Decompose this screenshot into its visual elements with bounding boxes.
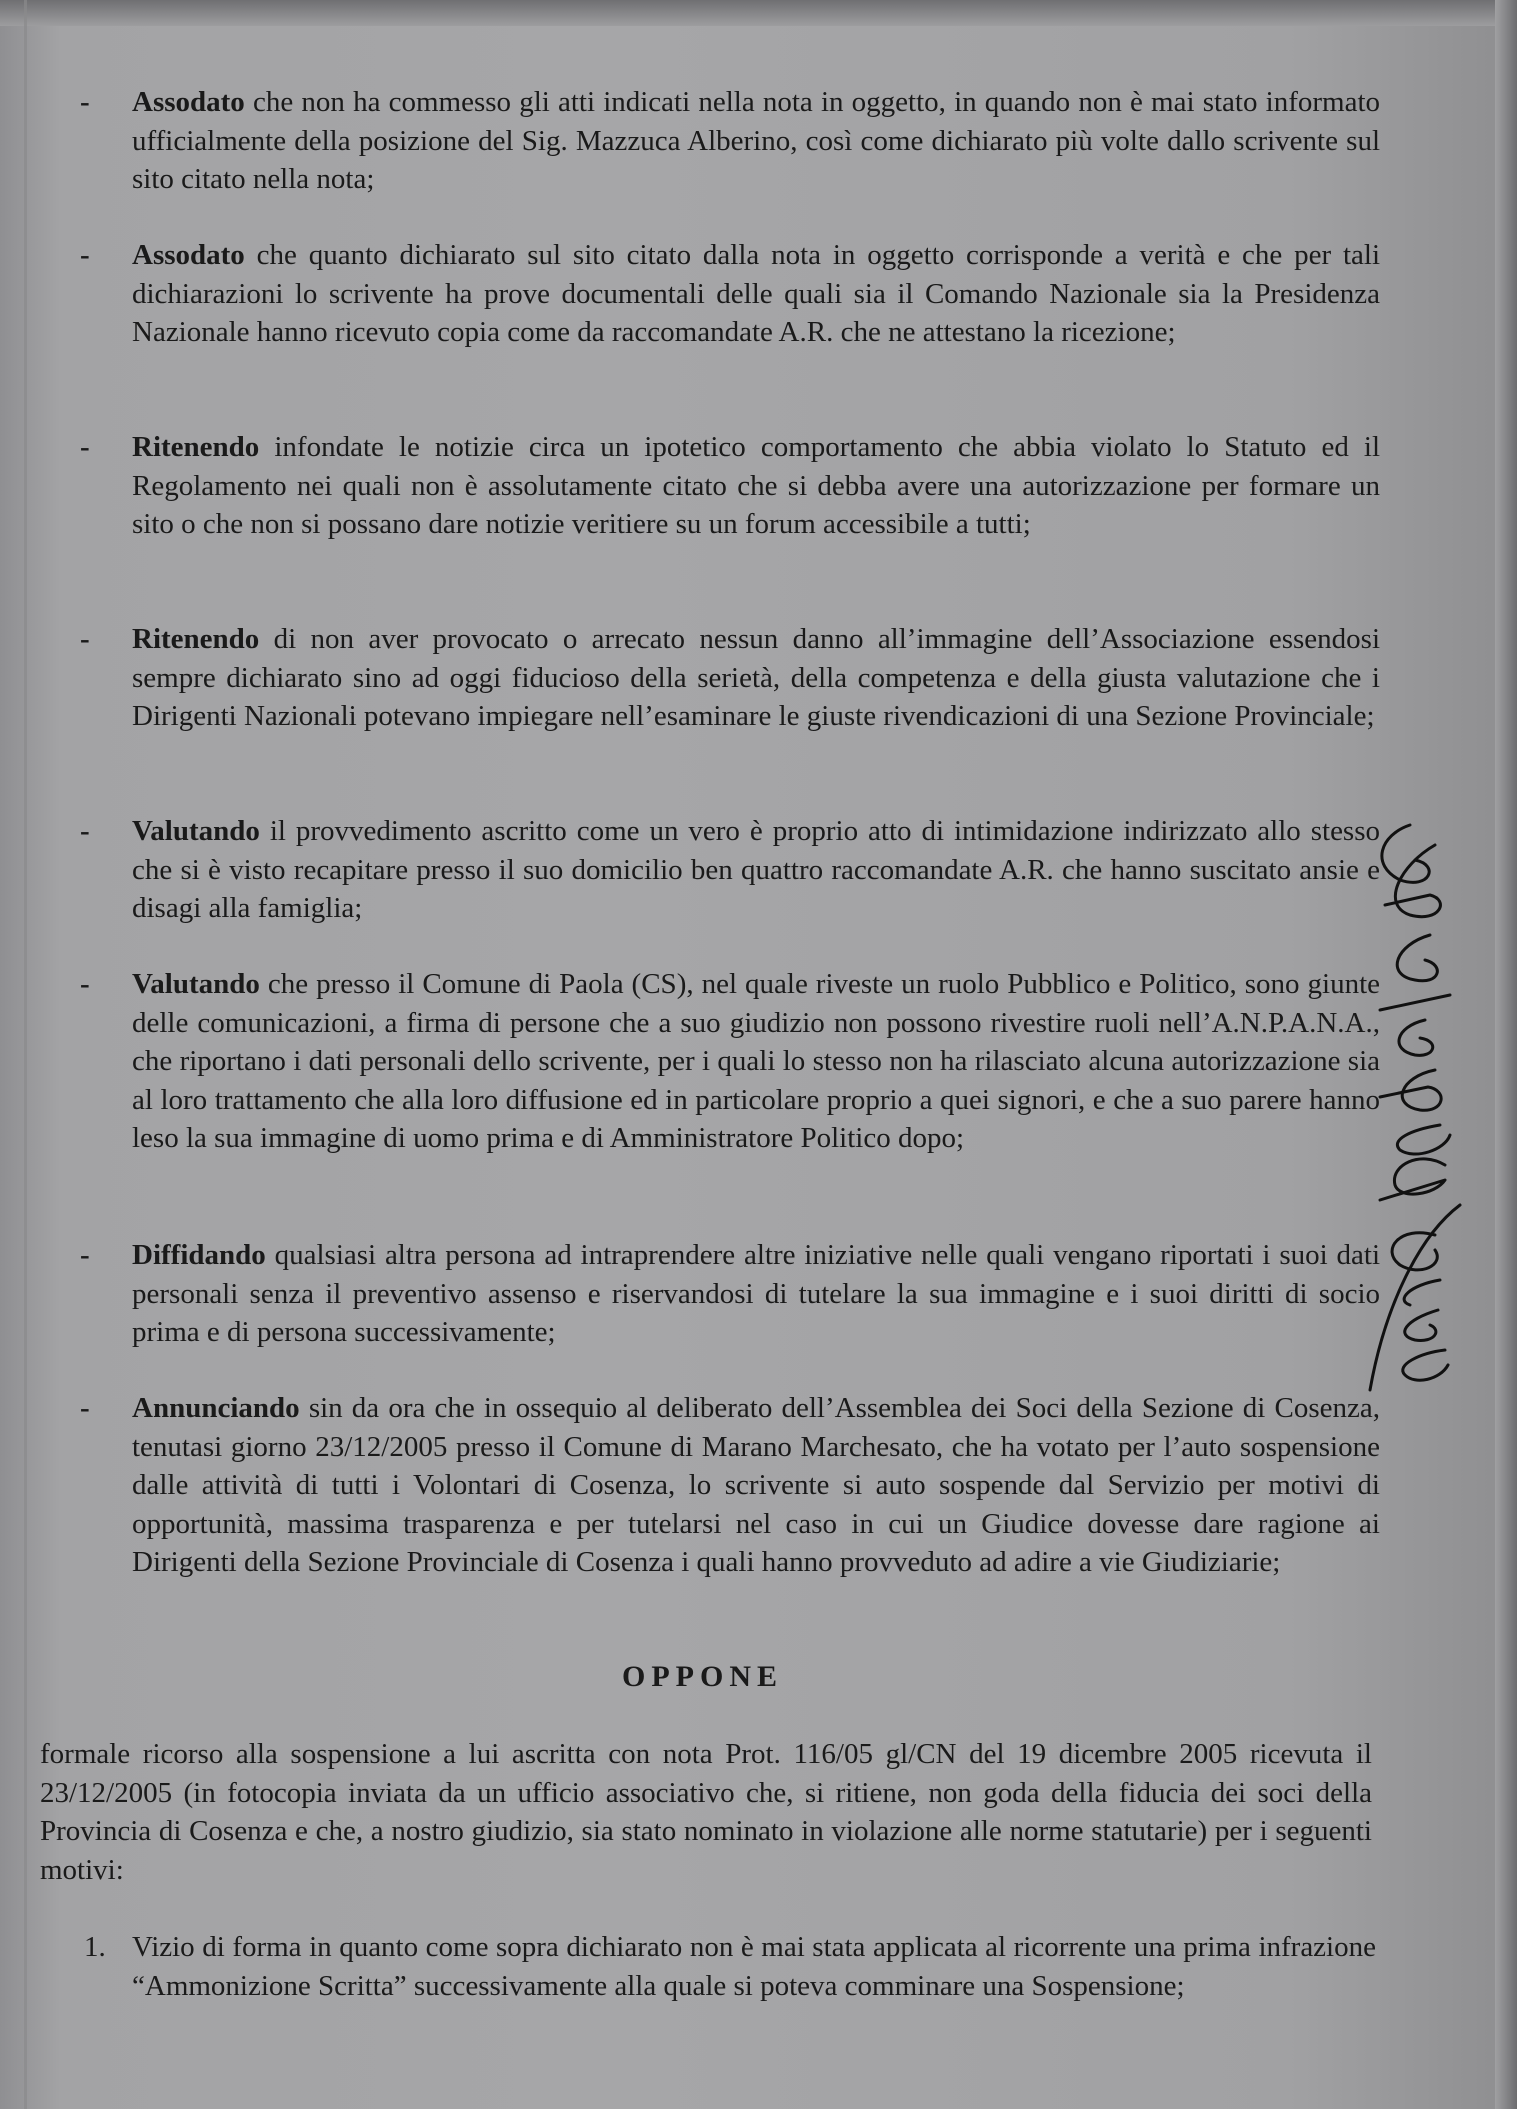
bullet-marker: - xyxy=(80,239,90,271)
bullet-keyword: Diffidando xyxy=(132,1239,266,1271)
bullet-item xyxy=(80,1236,1380,1352)
bullet-marker: - xyxy=(80,623,90,655)
scan-edge-right xyxy=(1495,0,1517,2109)
bullet-item xyxy=(80,236,1380,352)
bullet-text: che presso il Comune di Paola (CS), nel quale riveste un ruolo Pubblico e Politico, sono giunte delle comunicazioni, a firma di persone che a suo giudizio non possono rivestire ruoli nell’A.N.P.A.N.A., che riportano i dati personali dello scrivente, per i quali lo stesso non ha rilasciato alcuna autorizzazione sia al loro trattamento che alla loro diffusione ed in particolare proprio a quei signori, e che a suo parere hanno leso la sua immagine di uomo prima e di Amministratore Politico dopo; xyxy=(132,968,1381,1154)
bullet-text: infondate le notizie circa un ipotetico comportamento che abbia violato lo Statuto ed il Regolamento nei quali non è assolutamente citato che si debba avere una autorizzazione per formare un sito o che non si possano dare notizie veritiere su un forum accessibile a tutti; xyxy=(132,431,1381,540)
bullet-text: qualsiasi altra persona ad intraprendere altre iniziative nelle quali vengano riportati i suoi dati personali senza il preventivo assenso e riservandosi di tutelare la sua immagine e i suoi diritti di socio prima e di persona successivamente; xyxy=(132,1239,1380,1348)
item-text: Vizio di forma in quanto come sopra dichiarato non è mai stata applicata al ricorrente una prima infrazione “Ammonizione Scritta” successivamente alla quale si poteva comminare una Sospensione; xyxy=(132,1931,1376,2002)
bullet-keyword: Valutando xyxy=(132,815,260,847)
bullet-item xyxy=(80,83,1380,199)
body-paragraph: formale ricorso alla sospensione a lui ascritta con nota Prot. 116/05 gl/CN del 19 dicembre 2005 ricevuta il 23/12/2005 (in fotocopia inviata da un ufficio associativo che, si ritiene, non goda della fiducia dei soci della Provincia di Cosenza e che, a nostro giudizio, sia stato nominato in violazione alle norme statutarie) per i seguenti motivi: xyxy=(40,1738,1372,1886)
bullet-item xyxy=(80,812,1380,928)
bullet-text: il provvedimento ascritto come un vero è proprio atto di intimidazione indirizzato allo stesso che si è visto recapitare presso il suo domicilio ben quattro raccomandate A.R. che hanno suscitato ansie e disagi alla famiglia; xyxy=(132,815,1381,924)
bullet-marker: - xyxy=(80,968,90,1000)
bullet-text: sin da ora che in ossequio al deliberato dell’Assemblea dei Soci della Sezione di Cosenza, tenutasi giorno 23/12/2005 presso il Comune di Marano Marchesato, che ha votato per l’auto sospensione dalle attività di tutti i Volontari di Cosenza, lo scrivente si auto sospende dal Servizio per motivi di opportunità, massima trasparenza e per tutelarsi nel caso in cui un Giudice dovesse dare ragione ai Dirigenti della Sezione Provinciale di Cosenza i quali hanno provveduto ad adire a vie Giudiziarie; xyxy=(132,1392,1380,1578)
bullet-keyword: Assodato xyxy=(132,86,245,118)
bullet-marker: - xyxy=(80,431,90,463)
bullet-keyword: Valutando xyxy=(132,968,260,1000)
item-number: 1. xyxy=(84,1931,106,1963)
bullet-marker: - xyxy=(80,815,90,847)
bullet-text: che non ha commesso gli atti indicati nella nota in oggetto, in quando non è mai stato informato ufficialmente della posizione del Sig. Mazzuca Alberino, così come dichiarato più volte dallo scrivente sul sito citato nella nota; xyxy=(132,86,1380,195)
section-heading: OPPONE xyxy=(622,1660,783,1693)
bullet-item xyxy=(80,965,1380,1158)
numbered-item xyxy=(84,1928,1376,2005)
bullet-item xyxy=(80,428,1380,544)
bullet-marker: - xyxy=(80,86,90,118)
bullet-keyword: Assodato xyxy=(132,239,245,271)
scan-fold-line xyxy=(24,0,27,2109)
bullet-item xyxy=(80,620,1380,736)
handwritten-signature xyxy=(1340,805,1480,1395)
bullet-keyword: Ritenendo xyxy=(132,623,260,655)
bullet-keyword: Annunciando xyxy=(132,1392,300,1424)
bullet-text: di non aver provocato o arrecato nessun danno all’immagine dell’Associazione essendosi sempre dichiarato sino ad oggi fiducioso della serietà, della competenza e della giusta valutazione che i Dirigenti Nazionali potevano impiegare nell’esaminare le giuste rivendicazioni di una Sezione Provinciale; xyxy=(132,623,1380,732)
bullet-item xyxy=(80,1389,1380,1582)
bullet-text: che quanto dichiarato sul sito citato dalla nota in oggetto corrisponde a verità e che per tali dichiarazioni lo scrivente ha prove documentali delle quali sia il Comando Nazionale sia la Presidenza Nazionale hanno ricevuto copia come da raccomandate A.R. che ne attestano la ricezione; xyxy=(132,239,1381,348)
bullet-marker: - xyxy=(80,1239,90,1271)
scan-edge-top xyxy=(0,0,1517,26)
bullet-marker: - xyxy=(80,1392,90,1424)
bullet-keyword: Ritenendo xyxy=(132,431,260,463)
